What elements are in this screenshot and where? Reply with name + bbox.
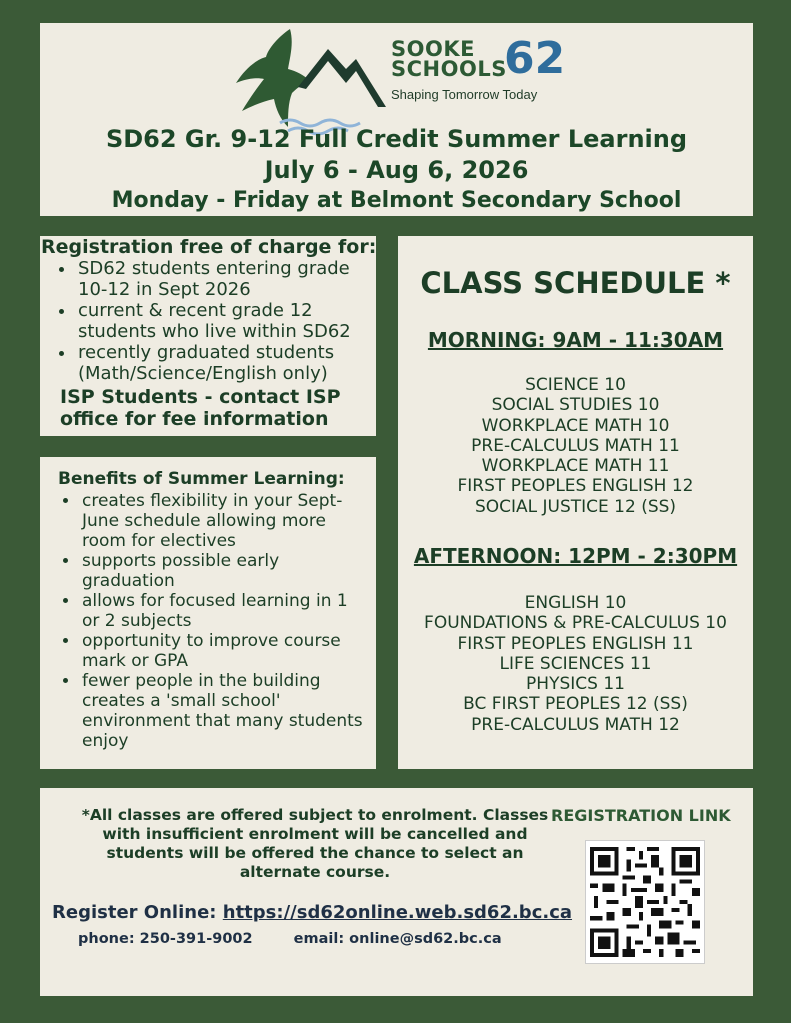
email-text: email: online@sd62.bc.ca	[293, 931, 502, 947]
register-label: Register Online:	[52, 902, 217, 923]
page-title: SD62 Gr. 9-12 Full Credit Summer Learning	[105, 125, 688, 153]
schedule-title: CLASS SCHEDULE *	[420, 266, 731, 300]
benefits-heading: Benefits of Summer Learning:	[58, 469, 345, 489]
registration-link-label: REGISTRATION LINK	[551, 806, 731, 825]
logo-number: 62	[504, 33, 566, 84]
qr-code-icon[interactable]	[585, 840, 705, 964]
logo-text-schools: SCHOOLS	[391, 57, 507, 81]
header-panel	[40, 23, 753, 216]
course-item: WORKPLACE MATH 11	[481, 456, 670, 477]
morning-course-list	[398, 375, 753, 517]
course-item: ENGLISH 10	[524, 593, 627, 613]
list-item: • creates flexibility in your Sept-June schedule allowing more room for electives	[80, 491, 364, 551]
course-item: PRE-CALCULUS MATH 12	[471, 714, 680, 735]
register-online	[52, 902, 572, 923]
benefits-panel	[40, 457, 376, 769]
course-item: LIFE SCIENCES 11	[499, 653, 652, 674]
course-item: SOCIAL JUSTICE 12 (SS)	[474, 496, 677, 517]
course-item: FIRST PEOPLES ENGLISH 12	[457, 476, 694, 497]
afternoon-course-list	[398, 593, 753, 735]
registration-url-link[interactable]: https://sd62online.web.sd62.bc.ca	[222, 902, 573, 923]
enrolment-note: *All classes are offered subject to enrolment. Classes with insufficient enrolment will be cancelled and students will be offered the chance to select an alternate course.	[81, 806, 549, 881]
registration-heading: Registration free of charge for:	[41, 236, 377, 258]
course-item: BC FIRST PEOPLES 12 (SS)	[463, 694, 688, 715]
morning-heading: MORNING: 9AM - 11:30AM	[427, 328, 724, 352]
class-schedule-panel	[398, 236, 753, 769]
list-item: • opportunity to improve course mark or GPA	[80, 631, 364, 671]
list-item: • SD62 students entering grade 10-12 in Sept 2026	[76, 258, 378, 300]
program-location: Monday - Friday at Belmont Secondary School	[111, 188, 682, 213]
list-item: • fewer people in the building creates a 'small school' environment that many students enjoy	[80, 671, 364, 751]
afternoon-heading: AFTERNOON: 12PM - 2:30PM	[413, 544, 738, 568]
list-item: • supports possible early graduation	[80, 551, 364, 591]
mountain-tree-logo-icon	[228, 27, 388, 137]
logo-text-sooke: SOOKE	[391, 37, 475, 61]
phone-text: phone: 250-391-9002	[78, 931, 253, 947]
sooke-schools-logo	[228, 27, 568, 135]
registration-panel	[40, 236, 376, 436]
logo-tagline: Shaping Tomorrow Today	[391, 87, 538, 102]
footer-panel	[40, 788, 753, 996]
program-dates: July 6 - Aug 6, 2026	[264, 156, 529, 184]
course-item: FOUNDATIONS & PRE-CALCULUS 10	[424, 613, 727, 634]
isp-note: ISP Students - contact ISP office for fee information	[60, 386, 341, 430]
list-item: • current & recent grade 12 students who live within SD62	[76, 300, 378, 342]
course-item: PRE-CALCULUS MATH 11	[471, 435, 680, 456]
list-item: • allows for focused learning in 1 or 2 subjects	[80, 591, 364, 631]
course-item: SCIENCE 10	[525, 375, 626, 395]
contact-info	[78, 931, 502, 947]
course-item: SOCIAL STUDIES 10	[491, 395, 660, 416]
list-item: • recently graduated students (Math/Science/English only)	[76, 342, 378, 384]
course-item: PHYSICS 11	[526, 674, 625, 695]
course-item: FIRST PEOPLES ENGLISH 11	[457, 633, 694, 654]
course-item: WORKPLACE MATH 10	[481, 415, 670, 436]
